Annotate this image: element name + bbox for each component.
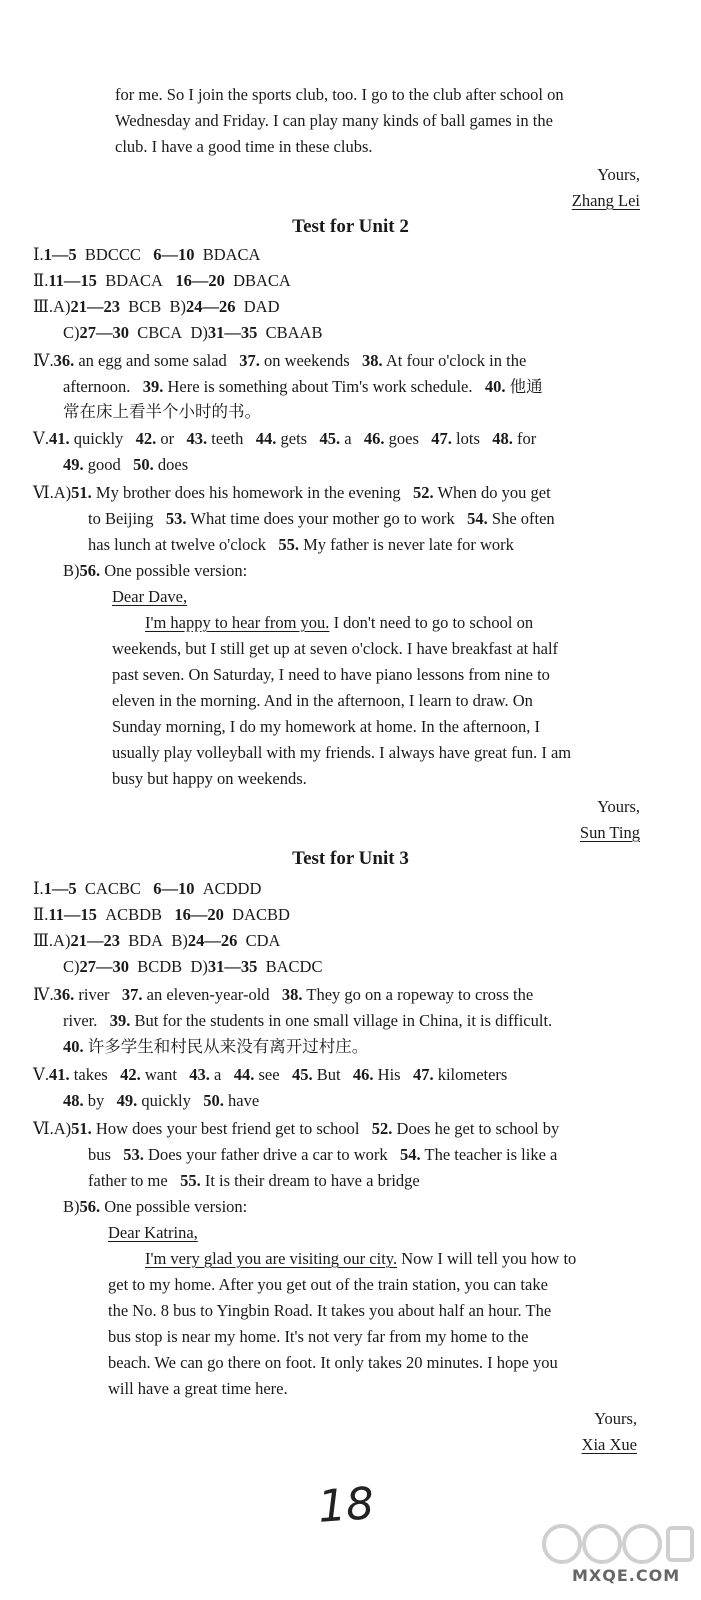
unit3-part-V-line1: Ⅴ.41. takes 42. want 43. a 44. see 45. But 46. His 47. kilometers — [33, 1065, 508, 1084]
unit3-letter-line: get to my home. After you get out of the train station, you can take — [108, 1275, 548, 1294]
unit3-part-III-ab: Ⅲ.A)21—23 BDA B)24—26 CDA — [33, 931, 281, 950]
unit2-part-III-cd: C)27—30 CBCA D)31—35 CBAAB — [63, 323, 323, 342]
unit2-part-II: Ⅱ.11—15 BDACA 16—20 DBACA — [33, 271, 291, 290]
page-number: 18 — [316, 1478, 376, 1533]
unit3-letter-line: will have a great time here. — [108, 1379, 288, 1398]
unit2-part-VI-B: B)56. One possible version: — [63, 561, 248, 580]
unit2-letter-line: Sunday morning, I do my homework at home. In the afternoon, I — [112, 717, 540, 736]
unit3-letter-line: beach. We can go there on foot. It only takes 20 minutes. I hope you — [108, 1353, 558, 1372]
unit3-letter-salutation: Dear Katrina, — [108, 1223, 198, 1242]
unit2-part-V-line2: 49. good 50. does — [63, 455, 189, 474]
unit3-part-IV-line3: 40. 许多学生和村民从来没有离开过村庄。 — [63, 1037, 369, 1056]
unit2-letter-line: usually play volleyball with my friends. I always have great fun. I am — [112, 743, 572, 762]
unit3-letter-line: the No. 8 bus to Yingbin Road. It takes you about half an hour. The — [108, 1301, 552, 1320]
unit3-part-V-line2: 48. by 49. quickly 50. have — [63, 1091, 260, 1110]
unit3-part-VI-line3: father to me 55. It is their dream to have a bridge — [88, 1171, 420, 1190]
unit2-letter-closing: Yours, — [597, 797, 640, 816]
unit3-part-VI-line2: bus 53. Does your father drive a car to work 54. The teacher is like a — [88, 1145, 558, 1164]
watermark-text: MXQE.COM — [572, 1566, 681, 1585]
unit2-part-IV-line3: 常在床上看半个小时的书。 — [63, 402, 261, 421]
top-signature: Zhang Lei — [571, 191, 640, 210]
unit2-letter-first-line: I'm happy to hear from you. I don't need to go to school on — [145, 613, 534, 632]
unit2-part-VI-line1: Ⅵ.A)51. My brother does his homework in the evening 52. When do you get — [33, 483, 551, 502]
unit2-part-IV-line1: Ⅳ.36. an egg and some salad 37. on weekends 38. At four o'clock in the — [33, 351, 527, 370]
unit3-letter-line: bus stop is near my home. It's not very far from my home to the — [108, 1327, 529, 1346]
unit2-letter-line: past seven. On Saturday, I need to have piano lessons from nine to — [112, 665, 550, 684]
top-para-line: for me. So I join the sports club, too. I go to the club after school on — [115, 85, 564, 104]
unit2-letter-line: weekends, but I still get up at seven o'clock. I have breakfast at half — [112, 639, 559, 658]
unit2-letter-signature: Sun Ting — [579, 823, 640, 842]
unit2-part-VI-line3: has lunch at twelve o'clock 55. My father is never late for work — [88, 535, 514, 554]
top-para-line: club. I have a good time in these clubs. — [115, 137, 373, 156]
unit2-letter-line: busy but happy on weekends. — [112, 769, 307, 788]
unit3-letter-signature: Xia Xue — [581, 1435, 637, 1454]
top-para-line: Wednesday and Friday. I can play many kinds of ball games in the — [115, 111, 553, 130]
unit2-part-III-ab: Ⅲ.A)21—23 BCB B)24—26 DAD — [33, 297, 280, 316]
unit3-part-IV-line2: river. 39. But for the students in one small village in China, it is difficult. — [63, 1011, 553, 1030]
unit3-letter-closing: Yours, — [594, 1409, 637, 1428]
unit2-part-I: Ⅰ.1—5 BDCCC 6—10 BDACA — [33, 245, 261, 264]
unit2-letter-line: eleven in the morning. And in the afternoon, I learn to draw. On — [112, 691, 533, 710]
unit2-part-V-line1: Ⅴ.41. quickly 42. or 43. teeth 44. gets 45. a 46. goes 47. lots 48. for — [33, 429, 537, 448]
unit3-part-VI-line1: Ⅵ.A)51. How does your best friend get to school 52. Does he get to school by — [33, 1119, 560, 1138]
unit3-part-II: Ⅱ.11—15 ACBDB 16—20 DACBD — [33, 905, 290, 924]
unit3-part-I: Ⅰ.1—5 CACBC 6—10 ACDDD — [33, 879, 262, 898]
top-closing: Yours, — [597, 165, 640, 184]
unit2-title: Test for Unit 2 — [292, 216, 409, 237]
unit3-part-III-cd: C)27—30 BCDB D)31—35 BACDC — [63, 957, 323, 976]
unit3-letter-first-line: I'm very glad you are visiting our city. Now I will tell you how to — [145, 1249, 577, 1268]
unit3-part-VI-B: B)56. One possible version: — [63, 1197, 248, 1216]
unit3-part-IV-line1: Ⅳ.36. river 37. an eleven-year-old 38. They go on a ropeway to cross the — [33, 985, 534, 1004]
unit2-part-VI-line2: to Beijing 53. What time does your mother go to work 54. She often — [88, 509, 555, 528]
unit2-part-IV-line2: afternoon. 39. Here is something about Tim's work schedule. 40. 他通 — [63, 377, 543, 396]
unit2-letter-salutation: Dear Dave, — [112, 587, 188, 606]
unit3-title: Test for Unit 3 — [292, 848, 409, 869]
